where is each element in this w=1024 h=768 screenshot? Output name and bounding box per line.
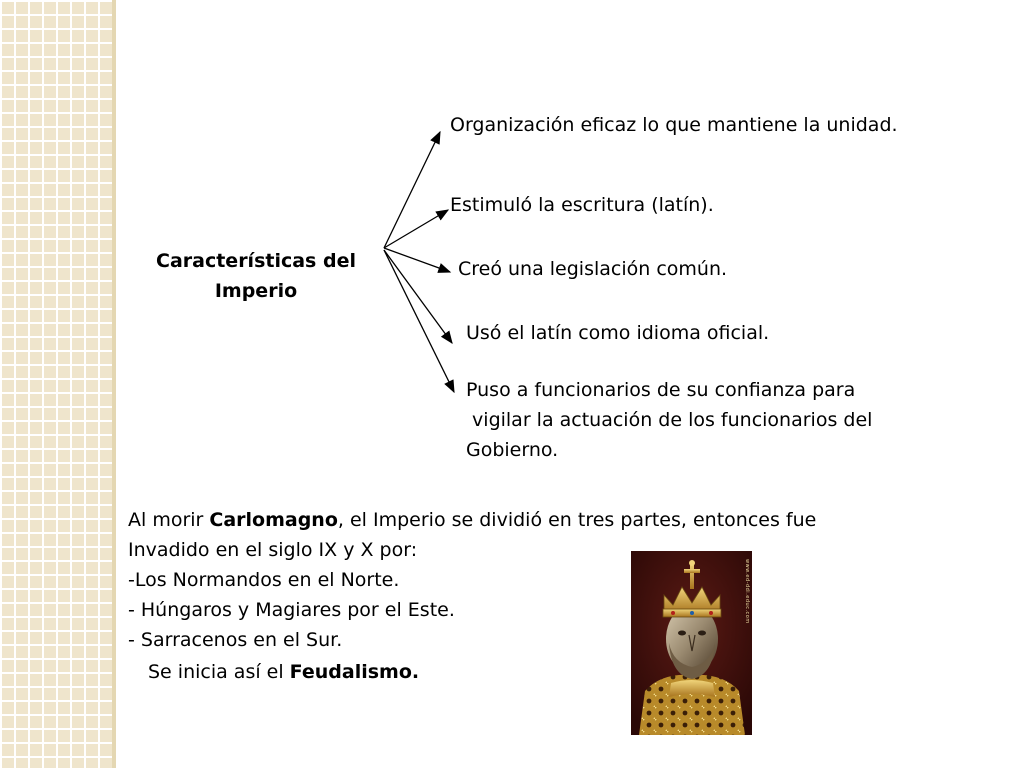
feudalismo-bold: Feudalismo. — [289, 661, 420, 683]
body-line-1-start: Al morir — [128, 509, 210, 531]
arrow-to-branch-5 — [384, 250, 454, 392]
charlemagne-bust-image — [631, 551, 752, 735]
body-line-6-start: Se inicia así el — [148, 661, 290, 683]
arrow-to-branch-1 — [384, 132, 440, 248]
body-line-3: -Los Normandos en el Norte. — [128, 569, 400, 591]
arrow-to-branch-3 — [384, 248, 450, 272]
center-title: Características del Imperio — [156, 250, 356, 302]
body-line-6 — [148, 657, 419, 687]
branch-4-text: Usó el latín como idioma oficial. — [466, 322, 770, 344]
body-line-5: - Sarracenos en el Sur. — [128, 629, 343, 651]
body-line-2: Invadido en el siglo IX y X por: — [128, 539, 418, 561]
branch-3-text: Creó una legislación común. — [458, 258, 728, 280]
arrow-to-branch-4 — [384, 250, 452, 343]
branch-5-line-3: Gobierno. — [466, 439, 559, 461]
body-line-1 — [128, 505, 816, 535]
branch-1-text: Organización eficaz lo que mantiene la unidad. — [450, 114, 898, 136]
body-line-1-end: , el Imperio se dividió en tres partes, entonces fue — [337, 509, 817, 531]
branch-5-line-1: Puso a funcionarios de su confianza para — [466, 379, 856, 401]
branch-5-line-2: vigilar la actuación de los funcionarios del — [466, 409, 873, 431]
image-watermark: www.ed-ddi.educ.com — [744, 559, 750, 624]
carlomagno-bold: Carlomagno — [209, 509, 338, 531]
body-line-4: - Húngaros y Magiares por el Este. — [128, 599, 455, 621]
branch-2-text: Estimuló la escritura (latín). — [450, 194, 714, 216]
